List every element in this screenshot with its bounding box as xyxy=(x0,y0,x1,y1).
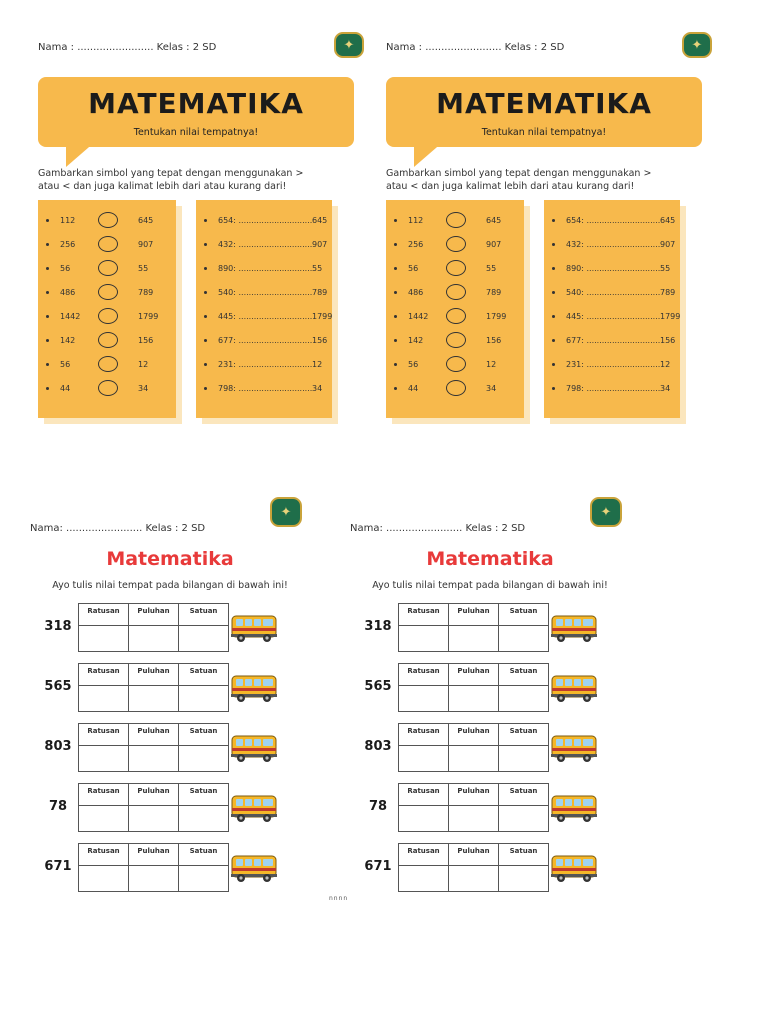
school-bus-icon xyxy=(230,793,278,823)
target-number: 318 xyxy=(44,619,72,634)
name-class-line: Nama: ........................ Kelas : 2 SD xyxy=(30,523,206,534)
school-bus-icon xyxy=(550,793,598,823)
bullet-icon xyxy=(204,339,207,342)
left-number: 486 xyxy=(408,288,424,297)
answer-cell[interactable] xyxy=(129,866,179,892)
school-bus-icon xyxy=(230,853,278,883)
column-header: Puluhan xyxy=(129,844,179,866)
column-header: Ratusan xyxy=(399,724,449,746)
right-number: 645 xyxy=(486,216,502,225)
sentence-blank[interactable]: 890: ............................. xyxy=(218,264,313,273)
symbol-circle[interactable] xyxy=(98,308,118,324)
sentence-blank[interactable]: 798: ............................. xyxy=(566,384,661,393)
sentence-panel xyxy=(544,200,680,418)
bullet-icon xyxy=(46,291,49,294)
right-number: 12 xyxy=(138,360,149,369)
answer-cell[interactable] xyxy=(129,686,179,712)
left-number: 56 xyxy=(60,264,71,273)
place-value-item xyxy=(350,721,630,773)
place-value-worksheet-right xyxy=(350,493,630,903)
place-value-item xyxy=(350,841,630,893)
column-header: Satuan xyxy=(499,664,549,686)
title-bubble xyxy=(38,77,354,147)
bullet-icon xyxy=(46,267,49,270)
sentence-row xyxy=(196,260,332,280)
bullet-icon xyxy=(204,243,207,246)
place-value-item xyxy=(30,601,310,653)
right-number: 1799 xyxy=(312,312,333,321)
bullet-icon xyxy=(204,267,207,270)
bullet-icon xyxy=(552,291,555,294)
symbol-circle[interactable] xyxy=(446,356,466,372)
compare-row xyxy=(386,356,524,376)
bullet-icon xyxy=(394,243,397,246)
left-number: 56 xyxy=(60,360,71,369)
bullet-icon xyxy=(394,291,397,294)
answer-cell[interactable] xyxy=(449,626,499,652)
sentence-panel xyxy=(196,200,332,418)
bullet-icon xyxy=(552,243,555,246)
column-header: Ratusan xyxy=(399,844,449,866)
right-number: 34 xyxy=(486,384,497,393)
right-number: 789 xyxy=(138,288,154,297)
column-header: Puluhan xyxy=(449,724,499,746)
answer-cell[interactable] xyxy=(449,866,499,892)
left-number: 44 xyxy=(408,384,419,393)
right-number: 1799 xyxy=(138,312,159,321)
symbol-circle[interactable] xyxy=(98,212,118,228)
symbol-circle[interactable] xyxy=(98,380,118,396)
place-value-item xyxy=(350,601,630,653)
answer-cell[interactable] xyxy=(449,806,499,832)
compare-row xyxy=(386,260,524,280)
answer-cell[interactable] xyxy=(179,866,229,892)
compare-row xyxy=(38,260,176,280)
right-number: 12 xyxy=(486,360,497,369)
place-value-table xyxy=(398,843,549,892)
worksheet-subtitle: Ayo tulis nilai tempat pada bilangan di bawah ini! xyxy=(372,580,608,591)
school-bus-icon xyxy=(230,733,278,763)
sentence-blank[interactable]: 540: ............................. xyxy=(566,288,661,297)
column-header: Satuan xyxy=(179,784,229,806)
answer-cell[interactable] xyxy=(179,626,229,652)
symbol-circle[interactable] xyxy=(98,332,118,348)
symbol-circle[interactable] xyxy=(446,332,466,348)
column-header: Satuan xyxy=(179,664,229,686)
place-value-table xyxy=(398,783,549,832)
column-header: Satuan xyxy=(499,784,549,806)
bullet-icon xyxy=(204,363,207,366)
answer-cell[interactable] xyxy=(129,806,179,832)
answer-cell[interactable] xyxy=(79,686,129,712)
column-header: Puluhan xyxy=(129,604,179,626)
compare-row xyxy=(38,332,176,352)
answer-cell[interactable] xyxy=(79,626,129,652)
column-header: Ratusan xyxy=(79,664,129,686)
school-bus-icon xyxy=(230,613,278,643)
bullet-icon xyxy=(46,387,49,390)
sentence-row xyxy=(544,236,680,256)
place-value-table xyxy=(398,603,549,652)
answer-cell[interactable] xyxy=(499,626,549,652)
column-header: Satuan xyxy=(179,724,229,746)
place-value-worksheet-left xyxy=(30,493,310,903)
place-value-table xyxy=(398,663,549,712)
sentence-blank[interactable]: 445: ............................. xyxy=(566,312,661,321)
answer-cell[interactable] xyxy=(79,806,129,832)
symbol-circle[interactable] xyxy=(446,284,466,300)
place-value-item xyxy=(30,721,310,773)
symbol-circle[interactable] xyxy=(446,212,466,228)
right-number: 156 xyxy=(660,336,676,345)
bullet-icon xyxy=(46,243,49,246)
right-number: 907 xyxy=(138,240,154,249)
sentence-row xyxy=(196,332,332,352)
left-number: 56 xyxy=(408,360,419,369)
right-number: 645 xyxy=(660,216,676,225)
sentence-row xyxy=(544,356,680,376)
left-number: 486 xyxy=(60,288,76,297)
worksheet-subtitle: Tentukan nilai tempatnya! xyxy=(133,127,259,138)
name-class-line: Nama: ........................ Kelas : 2 SD xyxy=(350,523,526,534)
column-header: Satuan xyxy=(499,844,549,866)
sentence-row xyxy=(544,212,680,232)
column-header: Ratusan xyxy=(79,724,129,746)
sentence-blank[interactable]: 654: ............................. xyxy=(218,216,313,225)
right-number: 55 xyxy=(486,264,497,273)
sentence-row xyxy=(544,284,680,304)
bullet-icon xyxy=(394,363,397,366)
school-emblem-icon: ✦ xyxy=(682,32,712,58)
left-number: 256 xyxy=(408,240,424,249)
sentence-blank[interactable]: 677: ............................. xyxy=(566,336,661,345)
column-header: Puluhan xyxy=(129,784,179,806)
bubble-tail xyxy=(414,141,444,167)
compare-row xyxy=(386,380,524,400)
sentence-row xyxy=(196,236,332,256)
bullet-icon xyxy=(204,387,207,390)
instruction xyxy=(38,167,348,193)
compare-row xyxy=(386,332,524,352)
bullet-icon xyxy=(394,267,397,270)
bullet-icon xyxy=(204,315,207,318)
place-value-item xyxy=(30,661,310,713)
bullet-icon xyxy=(46,315,49,318)
school-bus-icon xyxy=(230,673,278,703)
column-header: Puluhan xyxy=(129,664,179,686)
right-number: 645 xyxy=(312,216,328,225)
sentence-blank[interactable]: 432: ............................. xyxy=(566,240,661,249)
worksheet-title: Matematika xyxy=(106,548,234,570)
right-number: 1799 xyxy=(660,312,681,321)
place-value-table xyxy=(78,843,229,892)
bullet-icon xyxy=(204,219,207,222)
target-number: 671 xyxy=(44,859,72,874)
answer-cell[interactable] xyxy=(129,626,179,652)
target-number: 565 xyxy=(364,679,392,694)
sentence-row xyxy=(544,332,680,352)
sentence-blank[interactable]: 231: ............................. xyxy=(218,360,313,369)
answer-cell[interactable] xyxy=(179,806,229,832)
symbol-circle[interactable] xyxy=(98,260,118,276)
bullet-icon xyxy=(46,363,49,366)
compare-row xyxy=(38,380,176,400)
right-number: 156 xyxy=(138,336,154,345)
sentence-row xyxy=(196,308,332,328)
column-header: Ratusan xyxy=(399,664,449,686)
place-value-table xyxy=(78,603,229,652)
target-number: 318 xyxy=(364,619,392,634)
sentence-row xyxy=(196,380,332,400)
right-number: 907 xyxy=(660,240,676,249)
school-bus-icon xyxy=(550,673,598,703)
answer-cell[interactable] xyxy=(79,746,129,772)
column-header: Ratusan xyxy=(399,784,449,806)
bullet-icon xyxy=(394,219,397,222)
sentence-blank[interactable]: 445: ............................. xyxy=(218,312,313,321)
instruction-line-1: Gambarkan simbol yang tepat dengan menggunakan > xyxy=(38,168,304,179)
bullet-icon xyxy=(46,339,49,342)
compare-row xyxy=(386,284,524,304)
compare-row xyxy=(38,284,176,304)
target-number: 78 xyxy=(48,799,68,814)
place-value-item xyxy=(350,781,630,833)
left-number: 256 xyxy=(60,240,76,249)
answer-cell[interactable] xyxy=(179,686,229,712)
left-number: 142 xyxy=(60,336,76,345)
column-header: Puluhan xyxy=(449,664,499,686)
column-header: Ratusan xyxy=(399,604,449,626)
compare-row xyxy=(38,308,176,328)
bullet-icon xyxy=(204,291,207,294)
answer-cell[interactable] xyxy=(499,686,549,712)
footnote: nnnn xyxy=(329,895,349,902)
sentence-row xyxy=(544,260,680,280)
answer-cell[interactable] xyxy=(79,866,129,892)
name-class-line: Nama : ........................ Kelas : 2 SD xyxy=(38,42,217,53)
answer-cell[interactable] xyxy=(179,746,229,772)
bullet-icon xyxy=(394,339,397,342)
left-number: 44 xyxy=(60,384,71,393)
right-number: 789 xyxy=(660,288,676,297)
column-header: Satuan xyxy=(179,604,229,626)
right-number: 55 xyxy=(312,264,323,273)
school-emblem-icon: ✦ xyxy=(334,32,364,58)
right-number: 156 xyxy=(312,336,328,345)
left-number: 112 xyxy=(408,216,424,225)
instruction-line-1: Gambarkan simbol yang tepat dengan menggunakan > xyxy=(386,168,652,179)
worksheet-subtitle: Tentukan nilai tempatnya! xyxy=(481,127,607,138)
symbol-circle[interactable] xyxy=(98,236,118,252)
target-number: 803 xyxy=(364,739,392,754)
column-header: Ratusan xyxy=(79,604,129,626)
bullet-icon xyxy=(46,219,49,222)
place-value-item xyxy=(350,661,630,713)
title-bubble xyxy=(386,77,702,147)
sentence-blank[interactable]: 540: ............................. xyxy=(218,288,313,297)
column-header: Satuan xyxy=(499,604,549,626)
right-number: 789 xyxy=(486,288,502,297)
place-value-item xyxy=(30,841,310,893)
compare-panel xyxy=(386,200,524,418)
name-class-line: Nama : ........................ Kelas : 2 SD xyxy=(386,42,565,53)
sentence-row xyxy=(544,308,680,328)
answer-cell[interactable] xyxy=(399,746,449,772)
column-header: Ratusan xyxy=(79,844,129,866)
left-number: 56 xyxy=(408,264,419,273)
worksheet-title: MATEMATIKA xyxy=(88,87,304,120)
bullet-icon xyxy=(394,315,397,318)
bullet-icon xyxy=(552,315,555,318)
instruction-line-2: atau < dan juga kalimat lebih dari atau kurang dari! xyxy=(386,181,635,192)
comparison-worksheet-right xyxy=(386,28,726,428)
answer-cell[interactable] xyxy=(399,626,449,652)
bullet-icon xyxy=(552,387,555,390)
place-value-table xyxy=(78,723,229,772)
right-number: 34 xyxy=(660,384,671,393)
sentence-row xyxy=(196,356,332,376)
right-number: 55 xyxy=(660,264,671,273)
left-number: 1442 xyxy=(408,312,429,321)
bubble-tail xyxy=(66,141,96,167)
bullet-icon xyxy=(552,339,555,342)
right-number: 12 xyxy=(312,360,323,369)
right-number: 907 xyxy=(312,240,328,249)
right-number: 55 xyxy=(138,264,149,273)
sentence-blank[interactable]: 890: ............................. xyxy=(566,264,661,273)
left-number: 1442 xyxy=(60,312,81,321)
symbol-circle[interactable] xyxy=(446,380,466,396)
school-emblem-icon: ✦ xyxy=(270,497,302,527)
right-number: 12 xyxy=(660,360,671,369)
right-number: 1799 xyxy=(486,312,507,321)
column-header: Puluhan xyxy=(129,724,179,746)
right-number: 156 xyxy=(486,336,502,345)
symbol-circle[interactable] xyxy=(446,308,466,324)
right-number: 34 xyxy=(138,384,149,393)
sentence-blank[interactable]: 654: ............................. xyxy=(566,216,661,225)
school-bus-icon xyxy=(550,613,598,643)
answer-cell[interactable] xyxy=(499,806,549,832)
answer-cell[interactable] xyxy=(129,746,179,772)
school-emblem-icon: ✦ xyxy=(590,497,622,527)
bullet-icon xyxy=(552,219,555,222)
left-number: 142 xyxy=(408,336,424,345)
symbol-circle[interactable] xyxy=(446,260,466,276)
bullet-icon xyxy=(394,387,397,390)
place-value-table xyxy=(78,663,229,712)
sentence-row xyxy=(544,380,680,400)
bullet-icon xyxy=(552,363,555,366)
compare-row xyxy=(38,236,176,256)
answer-cell[interactable] xyxy=(499,746,549,772)
right-number: 789 xyxy=(312,288,328,297)
bullet-icon xyxy=(552,267,555,270)
worksheet-subtitle: Ayo tulis nilai tempat pada bilangan di bawah ini! xyxy=(52,580,288,591)
sentence-blank[interactable]: 432: ............................. xyxy=(218,240,313,249)
compare-row xyxy=(386,236,524,256)
comparison-worksheet-left xyxy=(38,28,378,428)
answer-cell[interactable] xyxy=(449,746,499,772)
instruction xyxy=(386,167,696,193)
place-value-table xyxy=(398,723,549,772)
symbol-circle[interactable] xyxy=(98,356,118,372)
column-header: Puluhan xyxy=(449,604,499,626)
right-number: 34 xyxy=(312,384,323,393)
sentence-row xyxy=(196,212,332,232)
column-header: Puluhan xyxy=(449,784,499,806)
target-number: 671 xyxy=(364,859,392,874)
column-header: Satuan xyxy=(179,844,229,866)
sentence-blank[interactable]: 231: ............................. xyxy=(566,360,661,369)
column-header: Puluhan xyxy=(449,844,499,866)
right-number: 907 xyxy=(486,240,502,249)
right-number: 645 xyxy=(138,216,154,225)
sentence-blank[interactable]: 798: ............................. xyxy=(218,384,313,393)
left-number: 112 xyxy=(60,216,76,225)
compare-row xyxy=(38,212,176,232)
target-number: 803 xyxy=(44,739,72,754)
compare-row xyxy=(386,212,524,232)
answer-cell[interactable] xyxy=(399,866,449,892)
school-bus-icon xyxy=(550,733,598,763)
answer-cell[interactable] xyxy=(399,686,449,712)
answer-cell[interactable] xyxy=(399,806,449,832)
column-header: Satuan xyxy=(499,724,549,746)
sentence-row xyxy=(196,284,332,304)
compare-row xyxy=(38,356,176,376)
compare-panel xyxy=(38,200,176,418)
symbol-circle[interactable] xyxy=(98,284,118,300)
symbol-circle[interactable] xyxy=(446,236,466,252)
worksheet-title: Matematika xyxy=(426,548,554,570)
worksheet-title: MATEMATIKA xyxy=(436,87,652,120)
place-value-item xyxy=(30,781,310,833)
column-header: Ratusan xyxy=(79,784,129,806)
answer-cell[interactable] xyxy=(499,866,549,892)
school-bus-icon xyxy=(550,853,598,883)
answer-cell[interactable] xyxy=(449,686,499,712)
compare-row xyxy=(386,308,524,328)
sentence-blank[interactable]: 677: ............................. xyxy=(218,336,313,345)
target-number: 565 xyxy=(44,679,72,694)
instruction-line-2: atau < dan juga kalimat lebih dari atau kurang dari! xyxy=(38,181,287,192)
target-number: 78 xyxy=(368,799,388,814)
place-value-table xyxy=(78,783,229,832)
